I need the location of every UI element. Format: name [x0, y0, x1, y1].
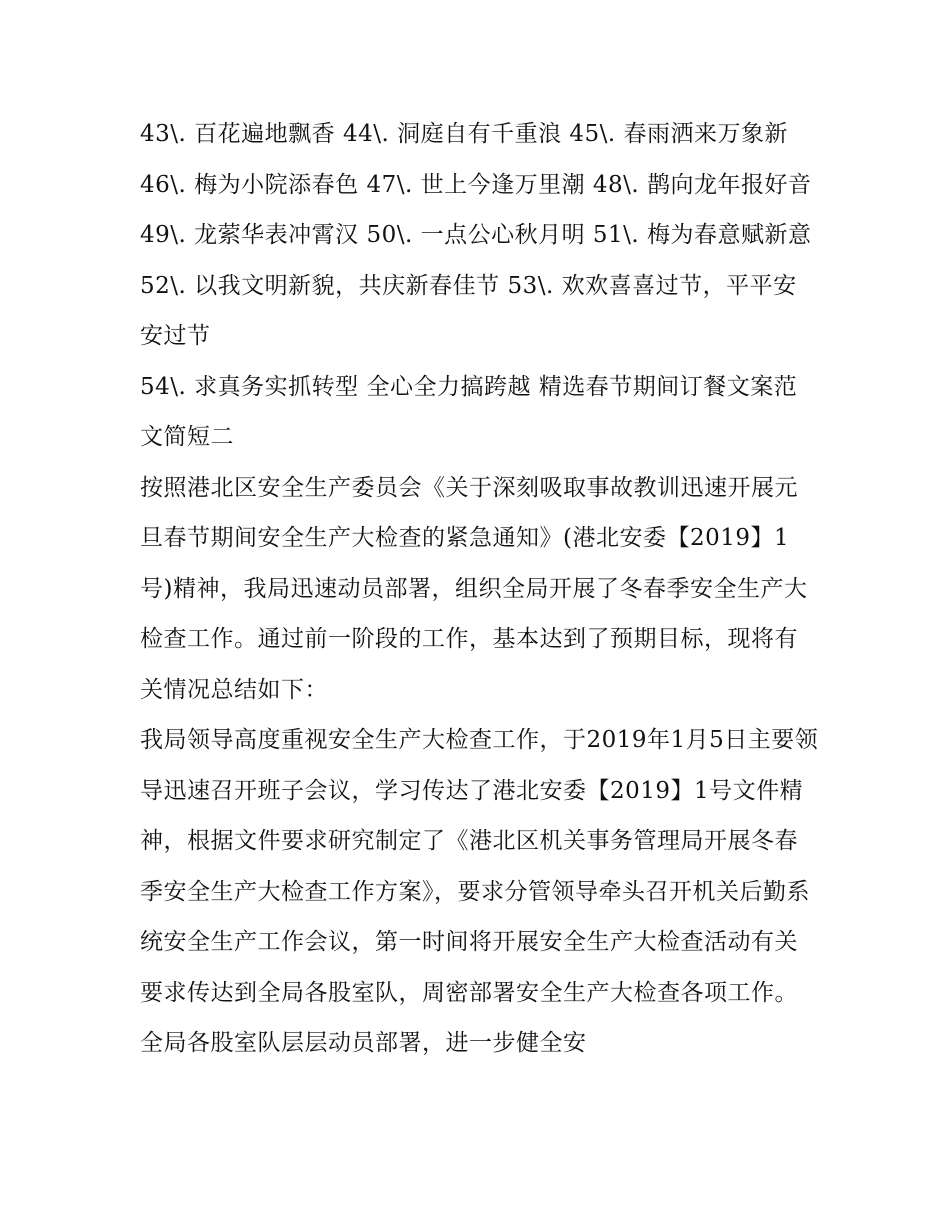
paragraph-leadership: 我局领导高度重视安全生产大检查工作，于2019年1月5日主要领导迅速召开班子会议，学习传达了港北安委【2019】1号文件精神，根据文件要求研究制定了《港北区机关事务管理局开展冬春季安全生产大检查工作方案》，要求分管领导牵头召开机关后勤系统安全生产工作会议，第一时间将开展安全生产大检查活动有关要求传达到全局各股室队，周密部署安全生产大检查各项工作。全局各股室队层层动员部署，进一步健全安 — [140, 727, 819, 1056]
paragraph-couplets-46-48: 46\. 梅为小院添春色 47\. 世上今逢万里潮 48\. 鹊向龙年报好音 — [140, 171, 812, 198]
paragraph-couplets-43-45: 43\. 百花遍地飘香 44\. 洞庭自有千重浪 45\. 春雨洒来万象新 — [140, 121, 789, 147]
paragraph-couplets-49-53: 49\. 龙萦华表冲霄汉 50\. 一点公心秋月明 51\. 梅为春意赋新意 52\. 以我文明新貌，共庆新春佳节 53\. 欢欢喜喜过节，平平安安过节 — [140, 222, 820, 349]
paragraph-couplet-54-and-heading: 54\. 求真务实抓转型 全心全力搞跨越 精选春节期间订餐文案范文简短二 — [140, 373, 798, 450]
paragraph-intro: 按照港北区安全生产委员会《关于深刻吸取事故教训迅速开展元旦春节期间安全生产大检查的紧急通知》(港北安委【2019】1号)精神，我局迅速动员部署，组织全局开展了冬春季安全生产大检查工作。通过前一阶段的工作，基本达到了预期目标，现将有关情况总结如下： — [140, 474, 808, 703]
document-body — [140, 109, 820, 1069]
